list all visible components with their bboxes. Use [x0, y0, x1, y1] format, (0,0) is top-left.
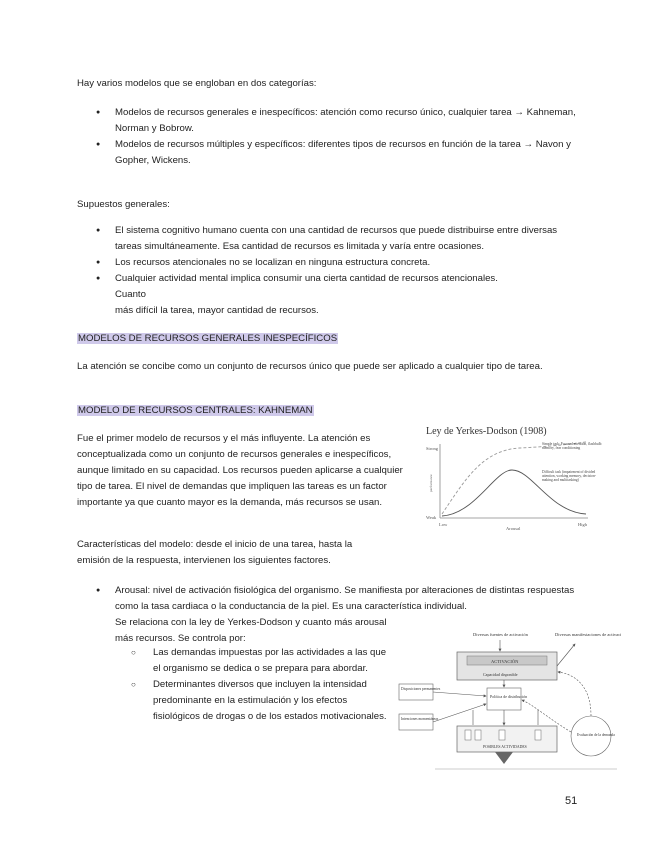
difficult-task-label: Difficult task (impairment of divided attention, working memory, decision-making and multitasking) [542, 470, 596, 483]
activation-label: ACTIVACIÓN [491, 659, 519, 664]
simple-task-label-box [542, 442, 604, 466]
categories-list [77, 105, 577, 169]
top-label: Diversas fuentes de activación [473, 632, 528, 637]
intro-text: Hay varios modelos que se engloban en dos categorías: [77, 78, 317, 89]
policy-box [487, 688, 521, 710]
kahneman-model-figure [395, 626, 621, 774]
list-item: ● Arousal: nivel de activación fisiológica del organismo. Se manifiesta por alteraciones de distintas respuestas como la tasa cardiaca o la conductancia de la piel. Es una característica individual. [77, 583, 577, 615]
page-number: 51 [565, 795, 578, 807]
list-item: ● El sistema cognitivo humano cuenta con una cantidad de recursos que puede distribuirse entre diversas tareas simultáneamente. Esa cantidad de recursos es limitada y varía entre ocasiones. [77, 223, 577, 255]
difficult-task-label-box [542, 470, 604, 502]
kahneman-diagram [395, 626, 621, 774]
arousal-text-b: Se relaciona con la ley de Yerkes-Dodson y cuanto más arousal más recursos. Se controla por: [115, 617, 387, 644]
yerkes-dodson-figure [420, 420, 610, 538]
section2-heading: MODELO DE RECURSOS CENTRALES: KAHNEMAN [78, 405, 313, 416]
arousal-list [77, 583, 577, 615]
assumptions-tail-1: Cuanto [115, 289, 146, 300]
y-axis-label: performance [429, 474, 433, 492]
svg-text:Intenciones momentáneas: Intenciones momentáneas [401, 717, 439, 721]
svg-text:Disposiciones permanentes: Disposiciones permanentes [401, 687, 441, 691]
list-item: ○ Determinantes diversos que incluyen la intensidad predominante en la estimulación y los efectos fisiológicos de drogas o de los estados motivacionales. [115, 677, 387, 725]
x-right-label: High [578, 522, 587, 527]
capacity-label: Capacidad disponible [483, 672, 518, 677]
characteristics-text: Características del modelo: desde el inicio de una tarea, hasta la emisión de la respuesta, intervienen los siguientes factores. [77, 539, 353, 566]
arousal-controls-list [115, 645, 387, 725]
section1-text: La atención se concibe como un conjunto de recursos único que puede ser aplicado a cualquier tipo de tarea. [77, 361, 543, 372]
assumptions-list [77, 223, 577, 287]
svg-text:Evaluación de la demanda: Evaluación de la demanda [577, 733, 615, 737]
list-item: ● Modelos de recursos generales e inespecíficos: atención como recurso único, cualquier tarea → Kahneman, Norman y Bobrow. [77, 105, 577, 137]
bottom-label: POSIBLES ACTIVIDADES [483, 745, 527, 749]
simple-task-label: Simple task: Focused attention, flashbulb memory, fear conditioning [542, 442, 602, 451]
y-top-label: Strong [426, 446, 439, 451]
x-axis-label: Arousal [506, 526, 521, 531]
section2-text: Fue el primer modelo de recursos y el más influyente. La atención es conceptualizada como un conjunto de recursos generales e inespecíficos, aunque limitado en su capacidad. Los recursos pueden aplicarse a cualquier tipo de tarea. El nivel de demandas que impliquen las tareas es un factor importante ya que cuanto mayor es la demanda, más recursos se usan. [77, 433, 403, 508]
right-label: Diversas manifestaciones de activación [555, 632, 621, 637]
assumptions-tail-2: más difícil la tarea, mayor cantidad de recursos. [115, 305, 319, 316]
chart-title: Ley de Yerkes-Dodson (1908) [426, 426, 547, 437]
section1-heading: MODELOS DE RECURSOS GENERALES INESPECÍFICOS [78, 333, 338, 344]
list-item: ● Cualquier actividad mental implica consumir una cierta cantidad de recursos atencionales. [77, 271, 577, 287]
output-arrow [495, 752, 513, 764]
assumptions-title: Supuestos generales: [77, 199, 170, 210]
list-item: ● Modelos de recursos múltiples y específicos: diferentes tipos de recursos en función de la tarea → Navon y Gopher, Wickens. [77, 137, 577, 169]
yerkes-dodson-chart [420, 420, 610, 538]
svg-text:Política de distribución: Política de distribución [490, 694, 528, 699]
list-item: ● Los recursos atencionales no se localizan en ninguna estructura concreta. [77, 255, 577, 271]
list-item: ○ Las demandas impuestas por las actividades a las que el organismo se dedica o se prepara para abordar. [115, 645, 387, 677]
x-left-label: Low [439, 522, 448, 527]
y-bottom-label: Weak [426, 515, 437, 520]
